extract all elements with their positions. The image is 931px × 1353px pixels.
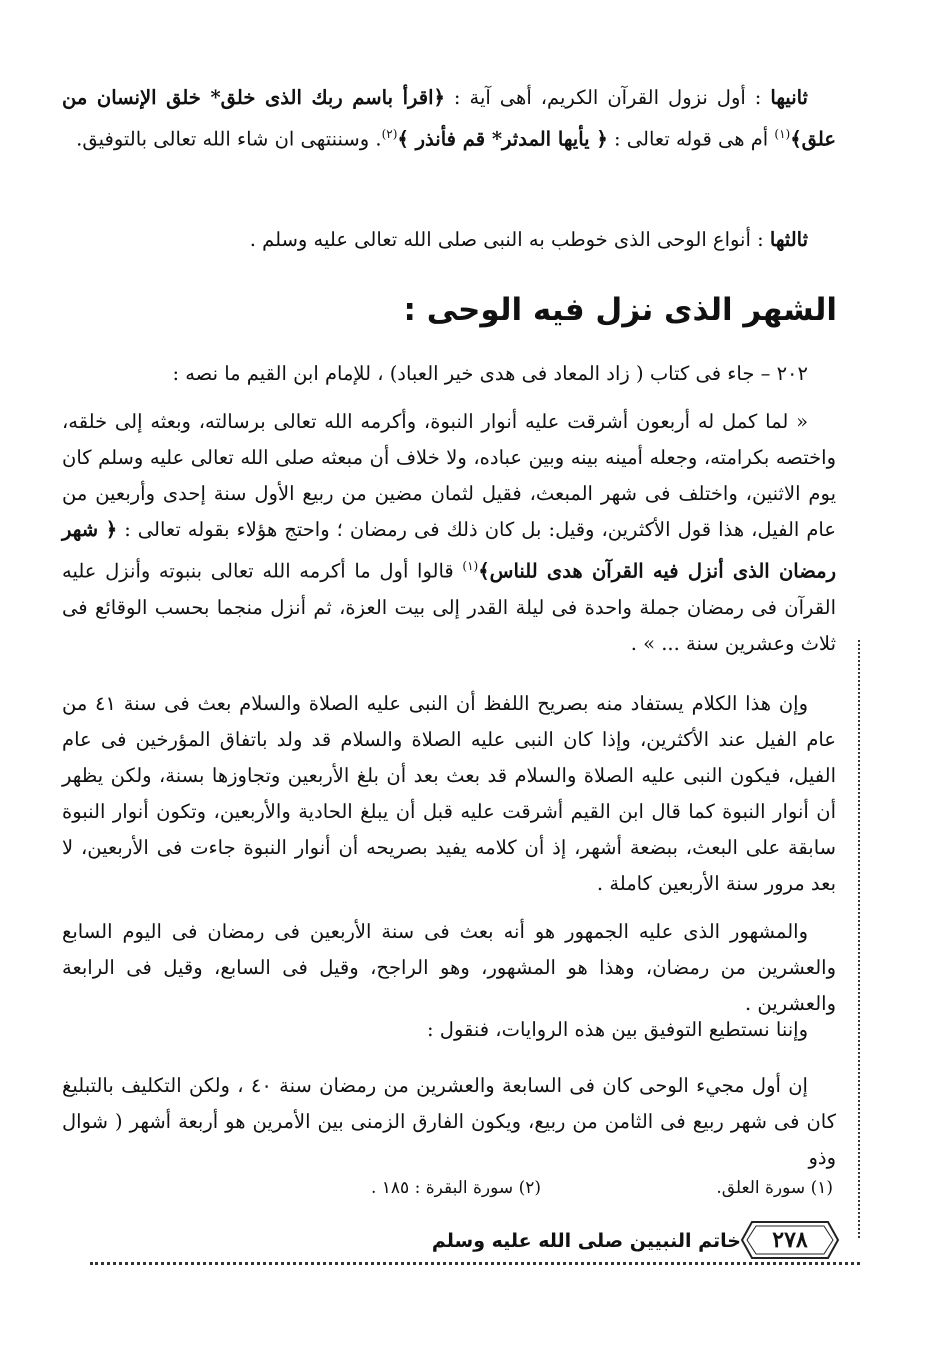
label-third: ثالثها <box>769 228 808 251</box>
page-number: ٢٧٨ <box>772 1227 808 1253</box>
footnote-ref-1: (١) <box>774 127 791 141</box>
paragraph-first-revelation: إن أول مجيء الوحى كان فى السابعة والعشرين من رمضان سنة ٤٠ ، ولكن التكليف بالتبليغ كان فى شهر ربيع فى الثامن من ربيع، ويكون الفارق الزمنى بين الأمرين هو أربعة أشهر ( شوال وذو <box>62 1074 836 1169</box>
paragraph-third-point <box>62 222 836 258</box>
quote-text-a: « لما كمل له أربعون أشرقت عليه أنوار النبوة، وأكرمه الله تعالى برسالته، وبعثه إلى خلقه، واختصه بكرامته، وجعله أمينه بينه وبين عباده، ولا خلاف أن مبعثه صلى الله تعالى عليه وسلم كان يوم الاثنين، واختلف فى شهر المبعث، فقيل لثمان مضين من ربيع الأول سنة إحدى وأربعين من عام الفيل، هذا قول الأكثرين، وقيل: بل كان ذلك فى رمضان ؛ واحتج هؤلاء بقوله تعالى : <box>62 410 836 541</box>
page-border-horizontal <box>90 1262 860 1265</box>
text-second-c: . وسننتهى ان شاء الله تعالى بالتوفيق. <box>76 127 382 151</box>
running-footer-title: خاتم النبيين صلى الله عليه وسلم <box>431 1230 741 1252</box>
footnote-1: (١) سورة العلق. <box>716 1178 833 1198</box>
quote-text-b: قالوا أول ما أكرمه الله تعالى بنبوته وأنزل عليه القرآن فى رمضان جملة واحدة فى ليلة القدر إلى بيت العزة، ثم أنزل منجما بحسب الوقائع فى ثلاث وعشرين سنة ... » . <box>62 559 836 655</box>
footnote-2: (٢) سورة البقرة : ١٨٥ . <box>370 1178 541 1198</box>
paragraph-ibn-qayyim-quote <box>62 404 836 662</box>
text-second-b: أم هى قوله تعالى : <box>614 127 769 151</box>
text-second-a: : أول نزول القرآن الكريم، أهى آية : <box>453 86 762 109</box>
paragraph-analysis: وإن هذا الكلام يستفاد منه بصريح اللفظ أن النبى عليه الصلاة والسلام بعث فى سنة ٤١ من عام الفيل عند الأكثرين، وإذا كان النبى عليه الصلاة والسلام قد ولد باتفاق المؤرخين فى عام الفيل، فيكون النبى عليه الصلاة والسلام قد بعث بعد أن بلغ الأربعين وتجاوزها بسنة، ولكن يظهر أن أنوار النبوة كما قال ابن القيم أشرقت عليه قبل أن يبلغ الحادية والأربعين، وتكون أنوار النبوة سابقة على البعث، ببضعة أشهر، إذ أن كلامه يفيد بصريحه أن أنوار النبوة جاءت فى الأربعين، لا بعد مرور سنة الأربعين كاملة . <box>62 692 836 895</box>
paragraph-reconcile: وإننا نستطيع التوفيق بين هذه الروايات، فنقول : <box>427 1018 808 1041</box>
paragraph-popular-view: والمشهور الذى عليه الجمهور هو أنه بعث فى سنة الأربعين فى رمضان فى اليوم السابع والعشرين من رمضان، وهذا هو المشهور، وهو الراجح، وقيل فى السابع، وقيل فى الرابعة والعشرين . <box>62 920 836 1015</box>
text-third: : أنواع الوحى الذى خوطب به النبى صلى الله تعالى عليه وسلم . <box>249 228 764 251</box>
page-number-frame <box>738 1218 842 1262</box>
footnote-ref-3: (١) <box>462 559 479 573</box>
quran-quote-muddathir: ﴿ يأيها المدثر* قم فأنذر ﴾ <box>397 127 608 151</box>
quran-quote-ramadan: ﴿ شهر رمضان الذى أنزل فيه القرآن هدى للناس﴾ <box>62 518 837 583</box>
page-border-vertical <box>858 640 860 1238</box>
paragraph-second-point <box>62 80 836 158</box>
quran-quote-alaq: ﴿اقرأ باسم ربك الذى خلق* خلق الإنسان من علق﴾ <box>62 86 836 151</box>
footnote-ref-2: (٢) <box>381 127 398 141</box>
paragraph-202: ٢٠٢ – جاء فى كتاب ( زاد المعاد فى هدى خير العباد) ، للإمام ابن القيم ما نصه : <box>172 362 808 385</box>
label-second: ثانيها <box>770 86 808 109</box>
section-title: الشهر الذى نزل فيه الوحى : <box>403 292 837 328</box>
